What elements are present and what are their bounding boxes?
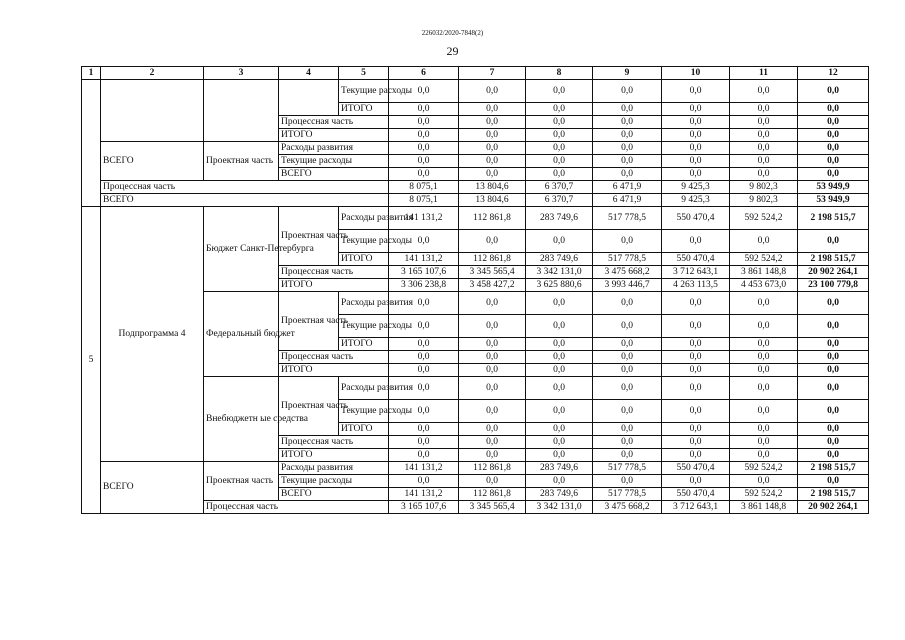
total-cell: 53 949,9 xyxy=(798,181,869,194)
page-number: 29 xyxy=(446,44,459,58)
value-cell: 0,0 xyxy=(526,400,593,423)
value-cell: 0,0 xyxy=(459,103,526,116)
value-cell: 0,0 xyxy=(593,103,662,116)
table-row xyxy=(82,462,869,475)
value-cell: 592 524,2 xyxy=(730,253,798,266)
table-header-row xyxy=(82,67,869,80)
value-cell: 0,0 xyxy=(662,400,730,423)
item-label: ИТОГО xyxy=(279,364,389,377)
value-cell: 3 993 446,7 xyxy=(593,279,662,292)
value-cell: 0,0 xyxy=(389,315,459,338)
item-label: ВСЕГО xyxy=(101,194,389,207)
total-cell: 0,0 xyxy=(798,116,869,129)
value-cell: 0,0 xyxy=(730,449,798,462)
value-cell: 0,0 xyxy=(459,155,526,168)
value-cell: 0,0 xyxy=(389,436,459,449)
value-cell: 0,0 xyxy=(593,436,662,449)
total-cell: 0,0 xyxy=(798,292,869,315)
item-label: Текущие расходы xyxy=(339,230,389,253)
value-cell: 3 712 643,1 xyxy=(662,266,730,279)
item-label: Процессная часть xyxy=(101,181,389,194)
part-label: Проектная часть xyxy=(279,377,339,436)
value-cell: 6 370,7 xyxy=(526,181,593,194)
value-cell: 517 778,5 xyxy=(593,488,662,501)
value-cell: 3 458 427,2 xyxy=(459,279,526,292)
item-label: Процессная часть xyxy=(279,266,389,279)
table-row xyxy=(82,181,869,194)
value-cell: 0,0 xyxy=(730,129,798,142)
value-cell: 0,0 xyxy=(593,292,662,315)
value-cell: 0,0 xyxy=(730,103,798,116)
value-cell: 0,0 xyxy=(459,116,526,129)
value-cell: 0,0 xyxy=(389,292,459,315)
value-cell: 0,0 xyxy=(593,400,662,423)
value-cell: 0,0 xyxy=(593,168,662,181)
value-cell: 0,0 xyxy=(526,449,593,462)
value-cell: 0,0 xyxy=(593,351,662,364)
value-cell: 0,0 xyxy=(526,315,593,338)
value-cell: 3 625 880,6 xyxy=(526,279,593,292)
value-cell: 0,0 xyxy=(730,436,798,449)
part-label: Проектная часть xyxy=(204,462,279,501)
value-cell: 112 861,8 xyxy=(459,207,526,230)
column-header: 6 xyxy=(389,67,459,80)
value-cell: 0,0 xyxy=(459,351,526,364)
value-cell: 0,0 xyxy=(593,338,662,351)
value-cell: 0,0 xyxy=(593,449,662,462)
value-cell: 0,0 xyxy=(662,155,730,168)
source-label: Внебюджетн ые средства xyxy=(204,377,279,462)
value-cell: 0,0 xyxy=(459,292,526,315)
item-label: ИТОГО xyxy=(339,338,389,351)
item-label: Текущие расходы xyxy=(279,155,389,168)
item-label: Расходы развития xyxy=(279,142,389,155)
total-cell: 0,0 xyxy=(798,475,869,488)
subprogram-label: Подпрограмма 4 xyxy=(101,207,204,462)
item-label: Расходы развития xyxy=(339,377,389,400)
value-cell: 0,0 xyxy=(662,449,730,462)
value-cell: 0,0 xyxy=(389,449,459,462)
value-cell: 0,0 xyxy=(459,315,526,338)
value-cell: 0,0 xyxy=(459,449,526,462)
total-cell: 0,0 xyxy=(798,449,869,462)
value-cell: 0,0 xyxy=(459,338,526,351)
item-label: ИТОГО xyxy=(279,449,389,462)
value-cell: 283 749,6 xyxy=(526,207,593,230)
value-cell: 0,0 xyxy=(593,423,662,436)
group-cell xyxy=(101,80,204,142)
value-cell: 141 131,2 xyxy=(389,462,459,475)
value-cell: 0,0 xyxy=(662,423,730,436)
value-cell: 0,0 xyxy=(730,400,798,423)
value-cell: 3 475 668,2 xyxy=(593,266,662,279)
column-header: 1 xyxy=(82,67,101,80)
value-cell: 0,0 xyxy=(662,475,730,488)
value-cell: 3 342 131,0 xyxy=(526,266,593,279)
column-header: 5 xyxy=(339,67,389,80)
total-cell: 0,0 xyxy=(798,377,869,400)
item-label: Расходы развития xyxy=(339,207,389,230)
value-cell: 13 804,6 xyxy=(459,194,526,207)
item-label: Процессная часть xyxy=(279,351,389,364)
total-cell: 0,0 xyxy=(798,423,869,436)
value-cell: 3 306 238,8 xyxy=(389,279,459,292)
value-cell: 0,0 xyxy=(662,142,730,155)
value-cell: 0,0 xyxy=(526,475,593,488)
value-cell: 0,0 xyxy=(593,230,662,253)
column-header: 11 xyxy=(730,67,798,80)
value-cell: 9 802,3 xyxy=(730,194,798,207)
item-label: Текущие расходы xyxy=(339,400,389,423)
item-label: Процессная часть xyxy=(279,116,389,129)
value-cell: 9 802,3 xyxy=(730,181,798,194)
value-cell: 8 075,1 xyxy=(389,181,459,194)
value-cell: 550 470,4 xyxy=(662,488,730,501)
value-cell: 0,0 xyxy=(662,230,730,253)
value-cell: 13 804,6 xyxy=(459,181,526,194)
value-cell: 0,0 xyxy=(730,80,798,103)
value-cell: 0,0 xyxy=(730,338,798,351)
total-cell: 2 198 515,7 xyxy=(798,488,869,501)
value-cell: 0,0 xyxy=(730,377,798,400)
value-cell: 0,0 xyxy=(389,364,459,377)
part-label: Проектная часть xyxy=(279,207,339,266)
value-cell: 0,0 xyxy=(662,129,730,142)
value-cell: 0,0 xyxy=(389,475,459,488)
total-cell: 0,0 xyxy=(798,436,869,449)
value-cell: 0,0 xyxy=(593,155,662,168)
value-cell: 112 861,8 xyxy=(459,253,526,266)
total-cell: 0,0 xyxy=(798,315,869,338)
value-cell: 0,0 xyxy=(459,364,526,377)
value-cell: 0,0 xyxy=(730,423,798,436)
value-cell: 3 345 565,4 xyxy=(459,501,526,514)
total-cell: 20 902 264,1 xyxy=(798,501,869,514)
value-cell: 0,0 xyxy=(730,292,798,315)
item-label: Процессная часть xyxy=(279,436,389,449)
value-cell: 0,0 xyxy=(526,338,593,351)
value-cell: 0,0 xyxy=(593,315,662,338)
column-header: 7 xyxy=(459,67,526,80)
budget-table xyxy=(81,66,869,514)
value-cell: 0,0 xyxy=(526,377,593,400)
column-header: 10 xyxy=(662,67,730,80)
total-cell: 0,0 xyxy=(798,338,869,351)
column-header: 9 xyxy=(593,67,662,80)
column-header: 4 xyxy=(279,67,339,80)
value-cell: 0,0 xyxy=(730,116,798,129)
value-cell: 0,0 xyxy=(389,142,459,155)
total-cell: 0,0 xyxy=(798,129,869,142)
item-label: ВСЕГО xyxy=(279,488,389,501)
value-cell: 3 165 107,6 xyxy=(389,501,459,514)
value-cell: 0,0 xyxy=(593,116,662,129)
value-cell: 0,0 xyxy=(459,423,526,436)
value-cell: 0,0 xyxy=(459,436,526,449)
value-cell: 0,0 xyxy=(730,142,798,155)
value-cell: 0,0 xyxy=(526,103,593,116)
value-cell: 517 778,5 xyxy=(593,462,662,475)
value-cell: 0,0 xyxy=(389,116,459,129)
item-label: Процессная часть xyxy=(204,501,389,514)
value-cell: 141 131,2 xyxy=(389,253,459,266)
value-cell: 0,0 xyxy=(459,168,526,181)
group-label: ВСЕГО xyxy=(101,462,204,514)
value-cell: 0,0 xyxy=(389,129,459,142)
item-label: Текущие расходы xyxy=(339,315,389,338)
value-cell: 592 524,2 xyxy=(730,207,798,230)
value-cell: 4 263 113,5 xyxy=(662,279,730,292)
item-label: Расходы развития xyxy=(279,462,389,475)
value-cell: 0,0 xyxy=(389,155,459,168)
value-cell: 3 342 131,0 xyxy=(526,501,593,514)
value-cell: 0,0 xyxy=(389,377,459,400)
value-cell: 0,0 xyxy=(526,364,593,377)
part-cell xyxy=(279,80,339,116)
column-header: 2 xyxy=(101,67,204,80)
total-cell: 0,0 xyxy=(798,364,869,377)
value-cell: 3 165 107,6 xyxy=(389,266,459,279)
value-cell: 141 131,2 xyxy=(389,207,459,230)
value-cell: 0,0 xyxy=(593,364,662,377)
part-label: Проектная часть xyxy=(204,142,279,181)
value-cell: 592 524,2 xyxy=(730,462,798,475)
value-cell: 8 075,1 xyxy=(389,194,459,207)
value-cell: 0,0 xyxy=(526,116,593,129)
total-cell: 0,0 xyxy=(798,168,869,181)
value-cell: 3 861 148,8 xyxy=(730,501,798,514)
value-cell: 0,0 xyxy=(730,475,798,488)
value-cell: 283 749,6 xyxy=(526,253,593,266)
value-cell: 0,0 xyxy=(389,103,459,116)
value-cell: 0,0 xyxy=(389,400,459,423)
item-label: Текущие расходы xyxy=(339,80,389,103)
value-cell: 0,0 xyxy=(593,142,662,155)
document-id: 226032/2020-7848(2) xyxy=(421,29,484,37)
value-cell: 0,0 xyxy=(593,475,662,488)
value-cell: 3 712 643,1 xyxy=(662,501,730,514)
table-row xyxy=(82,194,869,207)
source-cell xyxy=(204,80,279,142)
value-cell: 9 425,3 xyxy=(662,194,730,207)
value-cell: 0,0 xyxy=(526,436,593,449)
value-cell: 0,0 xyxy=(730,315,798,338)
value-cell: 0,0 xyxy=(593,80,662,103)
total-cell: 53 949,9 xyxy=(798,194,869,207)
value-cell: 0,0 xyxy=(459,142,526,155)
total-cell: 2 198 515,7 xyxy=(798,253,869,266)
value-cell: 0,0 xyxy=(662,116,730,129)
value-cell: 0,0 xyxy=(459,129,526,142)
source-label: Бюджет Санкт-Петербурга xyxy=(204,207,279,292)
value-cell: 6 471,9 xyxy=(593,194,662,207)
value-cell: 0,0 xyxy=(593,377,662,400)
value-cell: 3 345 565,4 xyxy=(459,266,526,279)
value-cell: 0,0 xyxy=(459,80,526,103)
value-cell: 550 470,4 xyxy=(662,207,730,230)
value-cell: 550 470,4 xyxy=(662,462,730,475)
total-cell: 20 902 264,1 xyxy=(798,266,869,279)
table-row xyxy=(82,207,869,230)
total-cell: 2 198 515,7 xyxy=(798,462,869,475)
value-cell: 0,0 xyxy=(526,351,593,364)
value-cell: 0,0 xyxy=(662,436,730,449)
source-label: Федеральный бюджет xyxy=(204,292,279,377)
value-cell: 283 749,6 xyxy=(526,488,593,501)
part-label: Проектная часть xyxy=(279,292,339,351)
row-number-cell xyxy=(82,80,101,207)
total-cell: 23 100 779,8 xyxy=(798,279,869,292)
row-number-cell: 5 xyxy=(82,207,101,514)
value-cell: 0,0 xyxy=(526,80,593,103)
value-cell: 283 749,6 xyxy=(526,462,593,475)
item-label: ИТОГО xyxy=(339,423,389,436)
value-cell: 0,0 xyxy=(526,168,593,181)
value-cell: 141 131,2 xyxy=(389,488,459,501)
value-cell: 6 370,7 xyxy=(526,194,593,207)
value-cell: 3 475 668,2 xyxy=(593,501,662,514)
column-header: 12 xyxy=(798,67,869,80)
column-header: 8 xyxy=(526,67,593,80)
total-cell: 2 198 515,7 xyxy=(798,207,869,230)
value-cell: 0,0 xyxy=(526,292,593,315)
item-label: ИТОГО xyxy=(339,253,389,266)
total-cell: 0,0 xyxy=(798,80,869,103)
item-label: ИТОГО xyxy=(279,279,389,292)
value-cell: 3 861 148,8 xyxy=(730,266,798,279)
value-cell: 0,0 xyxy=(389,230,459,253)
value-cell: 0,0 xyxy=(389,351,459,364)
value-cell: 0,0 xyxy=(662,168,730,181)
value-cell: 0,0 xyxy=(389,338,459,351)
value-cell: 0,0 xyxy=(730,351,798,364)
value-cell: 0,0 xyxy=(459,377,526,400)
value-cell: 0,0 xyxy=(662,103,730,116)
value-cell: 0,0 xyxy=(526,230,593,253)
value-cell: 0,0 xyxy=(389,80,459,103)
value-cell: 0,0 xyxy=(730,364,798,377)
value-cell: 6 471,9 xyxy=(593,181,662,194)
value-cell: 4 453 673,0 xyxy=(730,279,798,292)
value-cell: 550 470,4 xyxy=(662,253,730,266)
value-cell: 0,0 xyxy=(459,400,526,423)
column-header: 3 xyxy=(204,67,279,80)
value-cell: 0,0 xyxy=(526,129,593,142)
value-cell: 592 524,2 xyxy=(730,488,798,501)
group-label: ВСЕГО xyxy=(101,142,204,181)
value-cell: 112 861,8 xyxy=(459,488,526,501)
value-cell: 0,0 xyxy=(662,292,730,315)
value-cell: 0,0 xyxy=(389,168,459,181)
total-cell: 0,0 xyxy=(798,103,869,116)
value-cell: 0,0 xyxy=(662,364,730,377)
value-cell: 0,0 xyxy=(662,338,730,351)
value-cell: 112 861,8 xyxy=(459,462,526,475)
value-cell: 0,0 xyxy=(662,315,730,338)
value-cell: 0,0 xyxy=(730,155,798,168)
table-row xyxy=(82,142,869,155)
value-cell: 0,0 xyxy=(389,423,459,436)
value-cell: 0,0 xyxy=(730,230,798,253)
value-cell: 9 425,3 xyxy=(662,181,730,194)
value-cell: 0,0 xyxy=(459,230,526,253)
item-label: ИТОГО xyxy=(279,129,389,142)
item-label: ИТОГО xyxy=(339,103,389,116)
value-cell: 0,0 xyxy=(526,142,593,155)
value-cell: 0,0 xyxy=(593,129,662,142)
value-cell: 0,0 xyxy=(662,80,730,103)
value-cell: 0,0 xyxy=(662,377,730,400)
total-cell: 0,0 xyxy=(798,351,869,364)
value-cell: 0,0 xyxy=(459,475,526,488)
total-cell: 0,0 xyxy=(798,155,869,168)
item-label: ВСЕГО xyxy=(279,168,389,181)
item-label: Расходы развития xyxy=(339,292,389,315)
total-cell: 0,0 xyxy=(798,400,869,423)
value-cell: 0,0 xyxy=(526,155,593,168)
total-cell: 0,0 xyxy=(798,142,869,155)
value-cell: 517 778,5 xyxy=(593,253,662,266)
value-cell: 0,0 xyxy=(526,423,593,436)
item-label: Текущие расходы xyxy=(279,475,389,488)
total-cell: 0,0 xyxy=(798,230,869,253)
table-row xyxy=(82,80,869,103)
value-cell: 0,0 xyxy=(662,351,730,364)
value-cell: 517 778,5 xyxy=(593,207,662,230)
value-cell: 0,0 xyxy=(730,168,798,181)
